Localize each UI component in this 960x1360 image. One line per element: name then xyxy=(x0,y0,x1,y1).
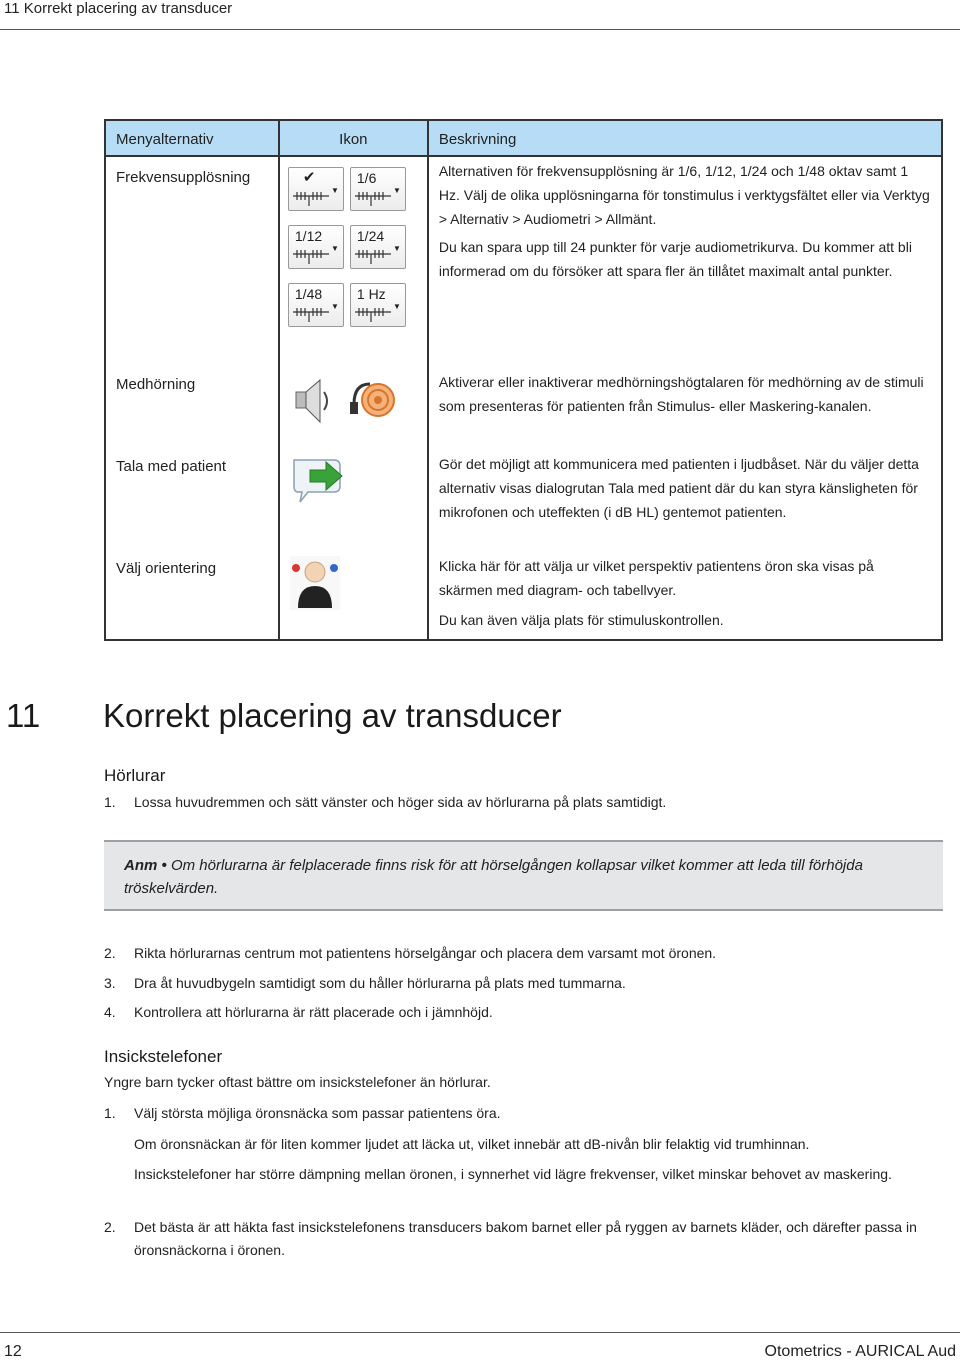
section-heading-insert: Insickstelefoner xyxy=(104,1047,223,1066)
freq-btn-label: 1 Hz xyxy=(356,286,386,302)
col-header-icon: Ikon xyxy=(279,120,428,156)
note-label: Anm • xyxy=(124,857,167,874)
chevron-down-icon: ▼ xyxy=(330,302,339,311)
insert-intro: Yngre barn tycker oftast bättre om insickstelefoner än hörlurar. xyxy=(104,1074,491,1090)
chevron-down-icon: ▼ xyxy=(392,186,401,195)
waveform-icon xyxy=(291,246,331,266)
section-heading-headphones: Hörlurar xyxy=(104,766,166,785)
checkmark-icon: ✔ xyxy=(302,169,316,186)
talk-forward-icon[interactable] xyxy=(290,452,350,508)
row-desc-talk xyxy=(428,450,942,552)
table-row xyxy=(105,552,942,640)
freq-btn-label: 1/48 xyxy=(294,286,323,302)
table-row xyxy=(105,368,942,450)
page-number: 12 xyxy=(4,1343,22,1360)
freq-icons xyxy=(279,156,428,368)
row-desc-orient xyxy=(428,552,942,640)
freq-1-48-button[interactable] xyxy=(288,283,344,327)
waveform-icon xyxy=(291,188,331,208)
col-header-menu: Menyalternativ xyxy=(105,120,279,156)
menu-options-table xyxy=(104,119,943,641)
note-text: Om hörlurarna är felplacerade finns risk för att hörselgången kollapsar vilket kommer att leda till förhöjda tröskelvärden. xyxy=(124,857,863,897)
chapter-title: Korrekt placering av transducer xyxy=(103,697,562,734)
waveform-icon xyxy=(353,188,393,208)
freq-1-24-button[interactable] xyxy=(350,225,406,269)
insert-step1-detail-a: Om öronsnäckan är för liten kommer ljudet att läcka ut, vilket innebär att dB-nivån blir felaktig vid trumhinnan. xyxy=(134,1136,810,1152)
chevron-down-icon: ▼ xyxy=(330,244,339,253)
step-text: Välj största möjliga öronsnäcka som passar patientens öra. xyxy=(134,1105,501,1121)
step-text: Rikta hörlurarnas centrum mot patientens hörselgångar och placera dem varsamt mot öronen. xyxy=(134,945,717,961)
chevron-down-icon: ▼ xyxy=(392,302,401,311)
row-name-freq: Frekvensupplösning xyxy=(105,156,279,368)
freq-1hz-button[interactable] xyxy=(350,283,406,327)
step-text: Dra åt huvudbygeln samtidigt som du håller hörlurarna på plats med tummarna. xyxy=(134,975,626,991)
list-item: 1. Välj största möjliga öronsnäcka som passar patientens öra. xyxy=(104,1105,501,1121)
row-name-orient: Välj orientering xyxy=(105,552,279,640)
page-footer xyxy=(0,1332,960,1360)
chapter-heading xyxy=(6,697,562,735)
freq-desc-2: Du kan spara upp till 24 punkter för varje audiometrikurva. Du kommer att bli informerad om du försöker att spara fler än tillåtet maximalt antal punkter. xyxy=(438,239,912,279)
monitor-icons xyxy=(279,368,428,450)
freq-1-12-button[interactable] xyxy=(288,225,344,269)
list-item: 2. Rikta hörlurarnas centrum mot patientens hörselgångar och placera dem varsamt mot öronen. xyxy=(104,945,717,961)
freq-1-6-button[interactable] xyxy=(350,167,406,211)
freq-btn-label: 1/6 xyxy=(356,170,377,186)
waveform-icon xyxy=(291,304,331,324)
orient-desc-1: Klicka här för att välja ur vilket perspektiv patientens öron ska visas på skärmen med diagram- och tabellvyer. xyxy=(438,558,874,598)
running-header-text: 11 Korrekt placering av transducer xyxy=(4,0,233,17)
row-desc-monitor xyxy=(428,368,942,450)
list-item: 2. Det bästa är att häkta fast insickstelefonens transducers bakom barnet eller på ryggen av barnets kläder, och därefter passa in öronsnäckorna i öronen. xyxy=(104,1219,917,1258)
freq-btn-label: 1/24 xyxy=(356,228,385,244)
speaker-icon[interactable] xyxy=(290,374,338,428)
orient-icon-cell xyxy=(279,552,428,640)
step-text: Det bästa är att häkta fast insickstelefonens transducers bakom barnet eller på ryggen av barnets kläder, och därefter passa in öronsnäckorna i öronen. xyxy=(134,1219,917,1258)
list-item: 3. Dra åt huvudbygeln samtidigt som du håller hörlurarna på plats med tummarna. xyxy=(104,975,626,991)
row-name-talk: Tala med patient xyxy=(105,450,279,552)
table-row xyxy=(105,156,942,368)
chevron-down-icon: ▼ xyxy=(330,186,339,195)
freq-desc-1: Alternativen för frekvensupplösning är 1/6, 1/12, 1/24 och 1/48 oktav samt 1 Hz. Välj de olika upplösningarna för tonstimulus i verktygsfältet eller via Verktyg > Alternativ > Audiometri > Allmänt. xyxy=(438,163,930,227)
chapter-number: 11 xyxy=(6,697,41,734)
row-desc-freq xyxy=(428,156,942,368)
list-item: 4. Kontrollera att hörlurarna är rätt placerade och i jämnhöjd. xyxy=(104,1004,493,1020)
monitor-headset-icon[interactable] xyxy=(346,374,398,428)
talk-desc: Gör det möjligt att kommunicera med patienten i ljudbåset. När du väljer detta alternativ visas dialogrutan Tala med patient där du kan styra känsligheten för mikrofonen och uteffekten (i dB HL) gentemot patienten. xyxy=(438,456,919,520)
insert-step1-detail-b: Insickstelefoner har större dämpning mellan öronen, i synnerhet vid lägre frekvenser, vilket minskar behovet av maskering. xyxy=(134,1166,892,1182)
table-row xyxy=(105,450,942,552)
freq-auto-button[interactable] xyxy=(288,167,344,211)
step-text: Lossa huvudremmen och sätt vänster och höger sida av hörlurarna på plats samtidigt. xyxy=(134,794,667,810)
chevron-down-icon: ▼ xyxy=(392,244,401,253)
orient-desc-2: Du kan även välja plats för stimuluskontrollen. xyxy=(438,612,724,628)
running-header xyxy=(0,0,960,30)
waveform-icon xyxy=(353,246,393,266)
monitor-desc: Aktiverar eller inaktiverar medhörningshögtalaren för medhörning av de stimuli som presenteras för patienten från Stimulus- eller Maskering-kanalen. xyxy=(438,374,924,414)
waveform-icon xyxy=(353,304,393,324)
row-name-monitor: Medhörning xyxy=(105,368,279,450)
col-header-desc: Beskrivning xyxy=(428,120,942,156)
talk-icon-cell xyxy=(279,450,428,552)
list-item: 1. Lossa huvudremmen och sätt vänster och höger sida av hörlurarna på plats samtidigt. xyxy=(104,794,667,810)
note-box xyxy=(104,840,943,911)
freq-btn-label: 1/12 xyxy=(294,228,323,244)
footer-brand: Otometrics - AURICAL Aud xyxy=(764,1343,956,1360)
step-text: Kontrollera att hörlurarna är rätt placerade och i jämnhöjd. xyxy=(134,1004,493,1020)
orientation-icon[interactable] xyxy=(290,556,340,610)
